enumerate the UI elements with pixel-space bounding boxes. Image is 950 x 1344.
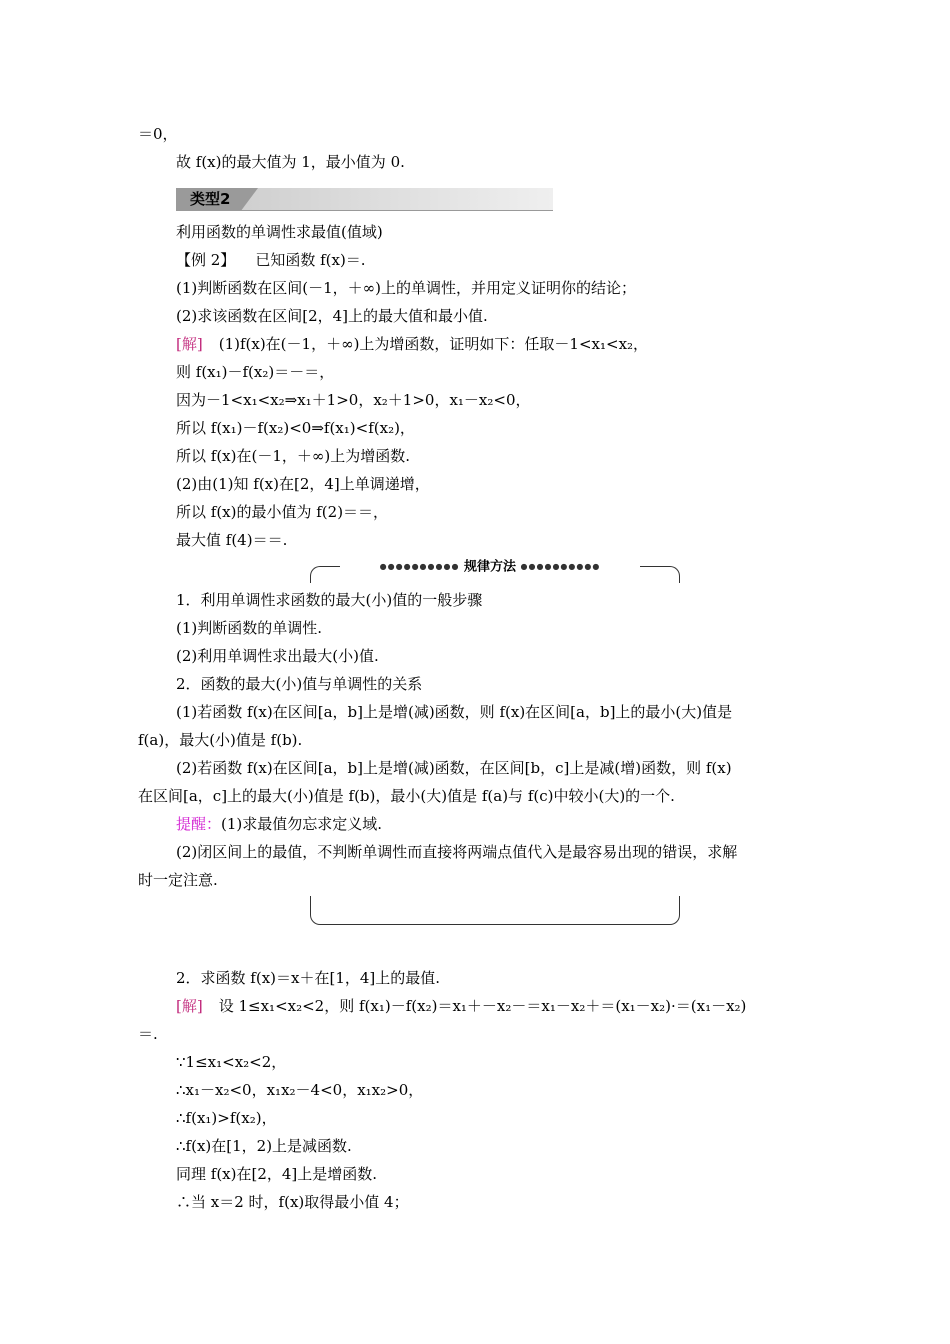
tip-text-1: (1)求最值勿忘求定义域. (221, 815, 383, 833)
exercise-solution-label: [解] (176, 997, 203, 1015)
exercise-solution-line-7: ∴当 x＝2 时，f(x)取得最小值 4； (176, 1193, 409, 1211)
method-p2: 2．函数的最大(小)值与单调性的关系 (176, 675, 423, 693)
method-p1b: (2)利用单调性求出最大(小)值. (176, 647, 379, 665)
exercise-solution-line-3: ∴x₁－x₂<0，x₁x₂－4<0，x₁x₂>0， (176, 1081, 424, 1099)
tip-label: 提醒： (176, 815, 222, 833)
dots-right-decoration: ●●●●●●●●●● (520, 562, 601, 571)
question-1: (1)判断函数在区间(－1，＋∞)上的单调性，并用定义证明你的结论； (176, 279, 636, 297)
type-banner (176, 188, 553, 211)
example-line (176, 250, 366, 270)
exercise-solution-text-1: 设 1≤x₁<x₂<2，则 f(x₁)－f(x₂)＝x₁＋－x₂－＝x₁－x₂＋＝(x₁－x₂)·＝(x₁－x₂) (218, 997, 747, 1015)
type-badge: 类型2 (190, 190, 231, 208)
question-2: (2)求该函数在区间[2，4]上的最大值和最小值. (176, 307, 488, 325)
exercise-solution-line-1b: ＝. (138, 1025, 158, 1043)
solution-line-2: 则 f(x₁)－f(x₂)＝－＝， (176, 363, 335, 381)
exercise-question: 2．求函数 f(x)＝x＋在[1，4]上的最值. (176, 969, 441, 987)
example-label: 【例 2】 (176, 251, 236, 269)
solution-line-7: 所以 f(x)的最小值为 f(2)＝＝， (176, 503, 389, 521)
solution-text-1: (1)f(x)在(－1，＋∞)上为增函数，证明如下：任取－1<x₁<x₂， (218, 335, 649, 353)
exercise-solution-line-5: ∴f(x)在[1，2)上是减函数. (176, 1137, 352, 1155)
prev-conclusion: 故 f(x)的最大值为 1，最小值为 0. (176, 153, 405, 171)
exercise-solution-line-4: ∴f(x₁)>f(x₂)， (176, 1109, 277, 1127)
method-box-bottom-border (310, 896, 680, 925)
solution-line-5: 所以 f(x)在(－1，＋∞)上为增函数. (176, 447, 410, 465)
solution-line-6: (2)由(1)知 f(x)在[2，4]上单调递增， (176, 475, 430, 493)
tip-line-2: (2)闭区间上的最值，不判断单调性而直接将两端点值代入是最容易出现的错误，求解 (176, 843, 738, 861)
tip-line-1 (176, 814, 382, 834)
tip-line-3: 时一定注意. (138, 871, 218, 889)
method-p2b-line2: 在区间[a，c]上的最大(小)值是 f(b)，最小(大)值是 f(a)与 f(c)中较小(大)的一个. (138, 787, 675, 805)
prev-tail: ＝0， (138, 125, 178, 143)
solution-line-3: 因为－1<x₁<x₂⇒x₁＋1>0，x₂＋1>0，x₁－x₂<0， (176, 391, 531, 409)
method-box-header (340, 558, 640, 576)
method-p2b-line1: (2)若函数 f(x)在区间[a，b]上是增(减)函数，在区间[b，c]上是减(增)函数，则 f(x) (176, 759, 732, 777)
solution-label: [解] (176, 335, 203, 353)
method-p2a-line1: (1)若函数 f(x)在区间[a，b]上是增(减)函数，则 f(x)在区间[a，b]上的最小(大)值是 (176, 703, 733, 721)
method-p1: 1．利用单调性求函数的最大(小)值的一般步骤 (176, 591, 483, 609)
solution-line-1 (176, 334, 648, 354)
exercise-solution-line-6: 同理 f(x)在[2，4]上是增函数. (176, 1165, 378, 1183)
example-text: 已知函数 f(x)＝. (255, 251, 366, 269)
method-p1a: (1)判断函数的单调性. (176, 619, 323, 637)
method-box-title: 规律方法 (463, 559, 516, 575)
solution-line-4: 所以 f(x₁)－f(x₂)<0⇒f(x₁)<f(x₂)， (176, 419, 415, 437)
exercise-solution-line-2: ∵1≤x₁<x₂<2， (176, 1053, 287, 1071)
method-p2a-line2: f(a)，最大(小)值是 f(b). (138, 731, 303, 749)
exercise-solution-line-1 (176, 996, 746, 1016)
type-title: 利用函数的单调性求最值(值域) (176, 223, 383, 241)
solution-line-8: 最大值 f(4)＝＝. (176, 531, 288, 549)
dots-left-decoration: ●●●●●●●●●● (379, 562, 460, 571)
